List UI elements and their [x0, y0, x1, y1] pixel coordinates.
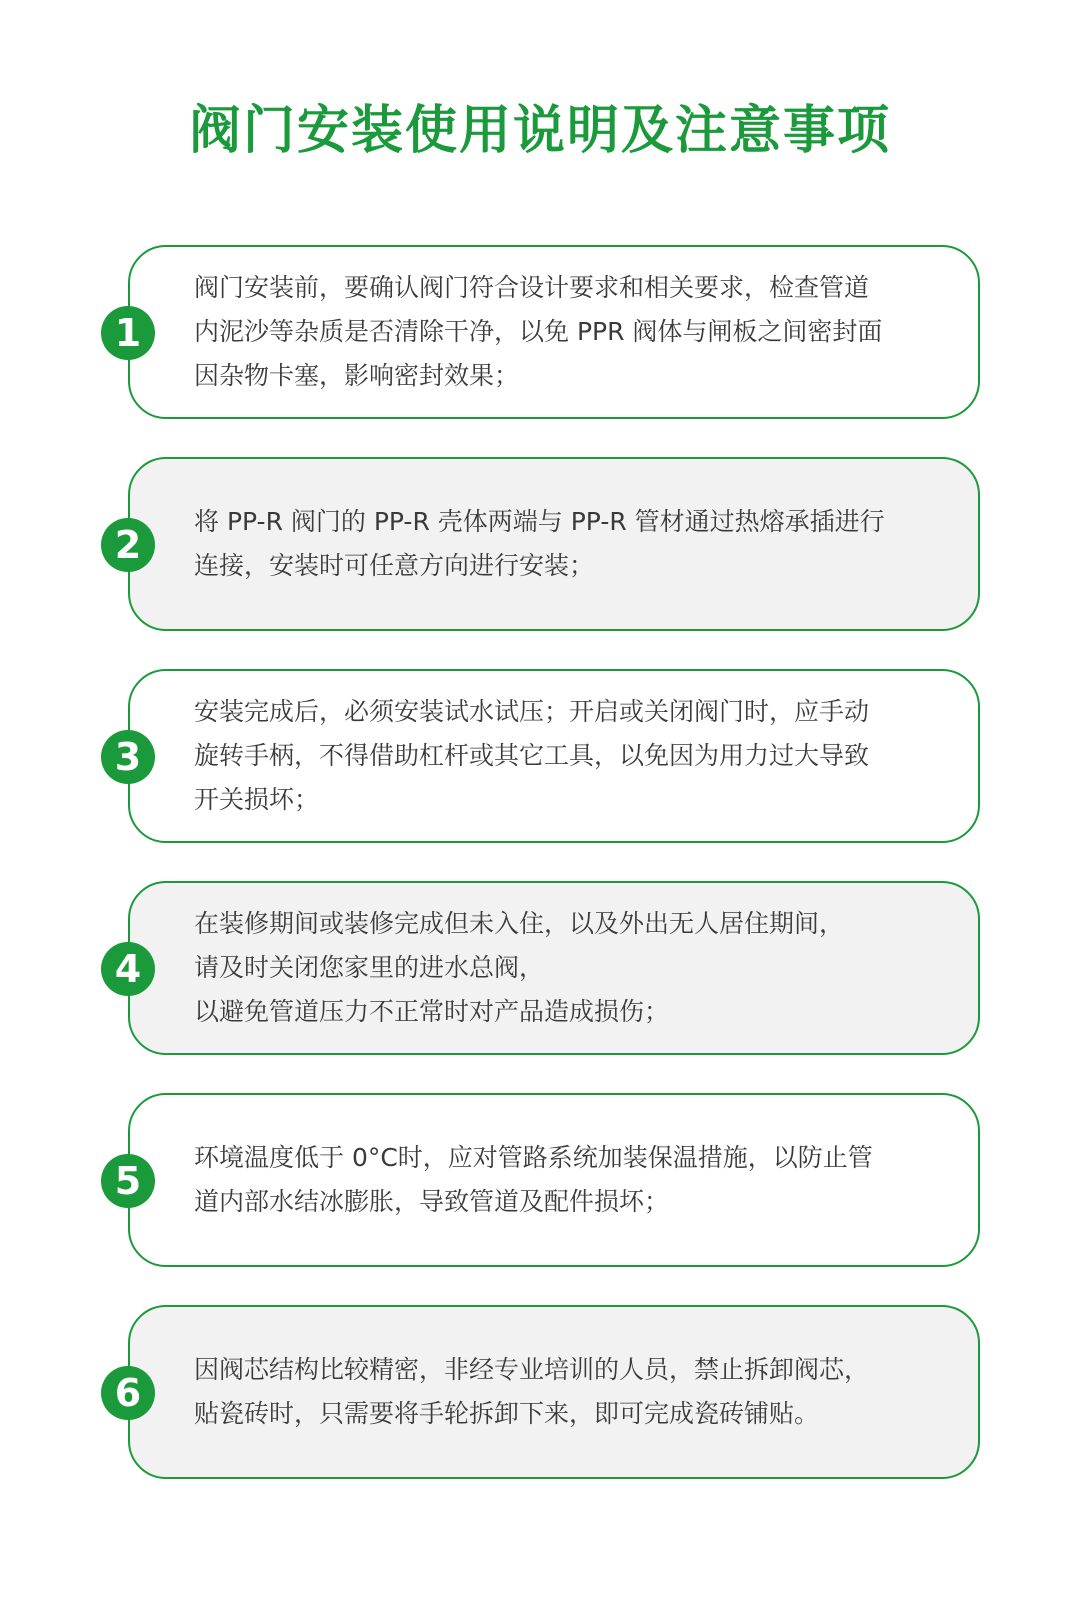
- step-item-3: [0, 669, 1080, 847]
- step-item-1: [0, 245, 1080, 423]
- step-item-4: [0, 881, 1080, 1059]
- step-text: 因阀芯结构比较精密，非经专业培训的人员，禁止拆卸阀芯， 贴瓷砖时，只需要将手轮拆卸下来，即可完成瓷砖铺贴。: [194, 1355, 870, 1428]
- step-number-badge: 3: [101, 730, 155, 784]
- step-text: 安装完成后，必须安装试水试压；开启或关闭阀门时，应手动 旋转手柄，不得借助杠杆或其它工具，以免因为用力过大导致 开关损坏；: [194, 697, 870, 814]
- step-item-2: [0, 457, 1080, 635]
- step-card: [128, 881, 980, 1055]
- step-item-6: [0, 1305, 1080, 1483]
- step-number-badge: 6: [101, 1366, 155, 1420]
- step-card: [128, 245, 980, 419]
- step-number-badge: 5: [101, 1154, 155, 1208]
- step-card: [128, 669, 980, 843]
- step-number-badge: 2: [101, 518, 155, 572]
- step-text: 阀门安装前，要确认阀门符合设计要求和相关要求，检查管道 内泥沙等杂质是否清除干净，以免 PPR 阀体与闸板之间密封面 因杂物卡塞，影响密封效果；: [194, 273, 883, 390]
- step-item-5: [0, 1093, 1080, 1271]
- step-text: 将 PP-R 阀门的 PP-R 壳体两端与 PP-R 管材通过热熔承插进行 连接，安装时可任意方向进行安装；: [194, 507, 885, 580]
- page-title: 阀门安装使用说明及注意事项: [188, 101, 891, 161]
- step-card: [128, 1093, 980, 1267]
- step-text: 在装修期间或装修完成但未入住，以及外出无人居住期间， 请及时关闭您家里的进水总阀， 以避免管道压力不正常时对产品造成损伤；: [194, 909, 845, 1026]
- step-number-badge: 1: [101, 306, 155, 360]
- step-card: [128, 1305, 980, 1479]
- step-number-badge: 4: [101, 942, 155, 996]
- step-card: [128, 457, 980, 631]
- step-text: 环境温度低于 0°C时，应对管路系统加装保温措施，以防止管 道内部水结冰膨胀，导致管道及配件损坏；: [194, 1143, 873, 1216]
